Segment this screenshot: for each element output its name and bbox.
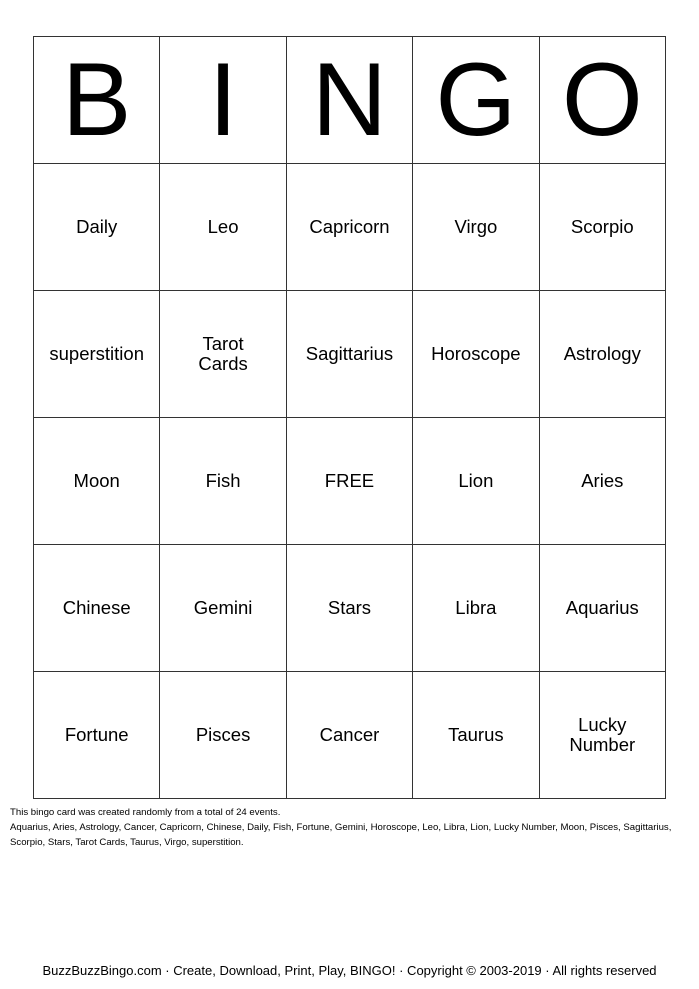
caption-event-list: Aquarius, Aries, Astrology, Cancer, Capricorn, Chinese, Daily, Fish, Fortune, Gemini, Horoscope, Leo, Libra, Lion, Lucky Number, Moon, Pisces, Sagittarius, Scorpio, Stars, Tarot Cards, Taurus, Virgo, superstition. — [10, 822, 672, 848]
free-space-text: FREE — [324, 470, 375, 491]
bingo-cell-text: Astrology — [563, 343, 641, 364]
bingo-header-row — [34, 37, 666, 164]
bingo-cell-text: Virgo — [454, 216, 498, 237]
bingo-card — [33, 36, 666, 799]
page-footer: BuzzBuzzBingo.com · Create, Download, Print, Play, BINGO! · Copyright © 2003-2019 · All rights reserved — [42, 963, 657, 978]
bingo-cell-text: Fish — [205, 470, 241, 491]
bingo-cell — [539, 291, 665, 418]
bingo-cell — [34, 672, 160, 799]
bingo-cell — [286, 291, 412, 418]
bingo-cell-text: superstition — [49, 343, 144, 364]
bingo-cell — [413, 672, 539, 799]
header-letter: G — [435, 42, 517, 158]
bingo-cell — [413, 291, 539, 418]
bingo-cell — [286, 672, 412, 799]
bingo-cell-text: Taurus — [448, 724, 504, 745]
bingo-cell-text: Lucky Number — [569, 714, 636, 755]
free-space-cell — [286, 418, 412, 545]
bingo-cell-text: Cancer — [319, 724, 380, 745]
bingo-row-2 — [34, 291, 666, 418]
bingo-cell-text: Pisces — [195, 724, 251, 745]
bingo-cell — [539, 545, 665, 672]
bingo-row-3 — [34, 418, 666, 545]
bingo-cell — [539, 418, 665, 545]
bingo-cell-text: Aries — [581, 470, 624, 491]
bingo-cell-text: Stars — [327, 597, 372, 618]
header-letter: I — [208, 42, 238, 158]
bingo-cell — [160, 545, 286, 672]
bingo-cell — [413, 418, 539, 545]
header-letter: N — [311, 42, 388, 158]
bingo-cell — [160, 672, 286, 799]
bingo-row-5 — [34, 672, 666, 799]
bingo-cell-text: Horoscope — [431, 343, 521, 364]
bingo-cell — [160, 291, 286, 418]
header-letter: B — [62, 42, 132, 158]
header-letter-n — [286, 37, 412, 164]
bingo-cell — [539, 164, 665, 291]
bingo-cell — [539, 672, 665, 799]
bingo-cell — [160, 164, 286, 291]
header-letter-g — [413, 37, 539, 164]
bingo-row-1 — [34, 164, 666, 291]
bingo-cell-text: Daily — [76, 216, 118, 237]
bingo-cell — [34, 164, 160, 291]
bingo-cell-text: Lion — [458, 470, 494, 491]
bingo-cell-text: Gemini — [193, 597, 253, 618]
bingo-cell-text: Chinese — [62, 597, 131, 618]
header-letter: O — [561, 42, 643, 158]
bingo-row-4 — [34, 545, 666, 672]
bingo-cell — [160, 418, 286, 545]
bingo-cell — [34, 291, 160, 418]
event-caption — [10, 805, 680, 850]
header-letter-o — [539, 37, 665, 164]
bingo-cell — [413, 545, 539, 672]
bingo-cell — [413, 164, 539, 291]
bingo-cell-text: Tarot Cards — [198, 333, 248, 374]
header-letter-b — [34, 37, 160, 164]
bingo-cell-text: Aquarius — [565, 597, 639, 618]
caption-summary: This bingo card was created randomly from a total of 24 events. — [10, 807, 281, 818]
bingo-cell-text: Scorpio — [570, 216, 634, 237]
bingo-cell — [286, 545, 412, 672]
bingo-cell-text: Fortune — [64, 724, 129, 745]
bingo-cell-text: Libra — [455, 597, 497, 618]
bingo-cell-text: Capricorn — [309, 216, 390, 237]
bingo-cell — [34, 545, 160, 672]
bingo-cell-text: Moon — [73, 470, 120, 491]
bingo-cell — [286, 164, 412, 291]
bingo-cell — [34, 418, 160, 545]
bingo-cell-text: Sagittarius — [305, 343, 394, 364]
bingo-cell-text: Leo — [207, 216, 239, 237]
header-letter-i — [160, 37, 286, 164]
